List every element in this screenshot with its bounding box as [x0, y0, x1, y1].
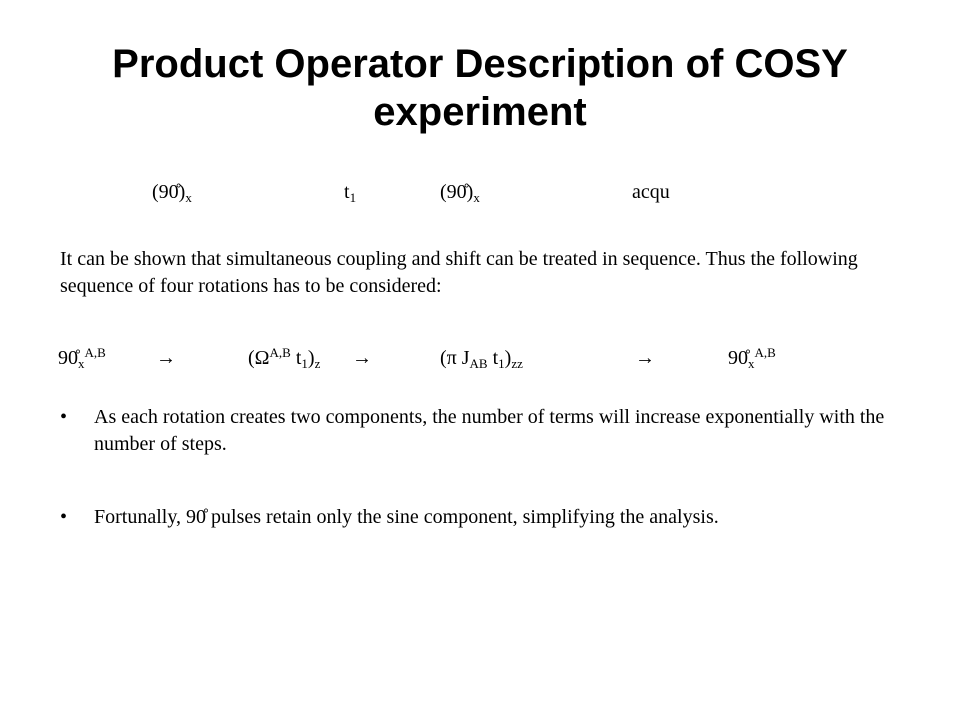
bullet-list [60, 404, 920, 531]
bullet-text: Fortunally, 90̊ pulses retain only the sine component, simplifying the analysis. [94, 506, 719, 528]
rotation-sequence [0, 338, 960, 378]
pulse-sequence [0, 172, 960, 212]
arrow-2: → [352, 347, 372, 369]
bullet-item [60, 504, 920, 531]
bullet-item [60, 404, 920, 458]
rotation-1: $90̊_x^{A,B}$ [58, 345, 106, 371]
bullet-marker: • [60, 506, 68, 528]
rotation-4: $90̊_x^{A,B}$ [728, 345, 776, 371]
acquisition-label: acqu [632, 181, 670, 203]
intro-paragraph: It can be shown that simultaneous coupling and shift can be treated in sequence. Thus the following sequence of four rotations has to be considered: [60, 248, 858, 297]
arrow-3: → [635, 347, 655, 369]
slide-title: Product Operator Description of COSY experiment [112, 42, 848, 134]
second-pulse: $(90̊)_x$ [440, 181, 480, 205]
arrow-1: → [156, 347, 176, 369]
first-pulse: $(90̊)_x$ [152, 181, 192, 205]
bullet-marker: • [60, 406, 68, 428]
evolution-delay: $t_1$ [344, 181, 357, 205]
rotation-3: (π $J_{AB}$ $t_1)_{zz}$ [440, 347, 523, 371]
bullet-text: As each rotation creates two components, the number of terms will increase exponentially with the number of steps. [94, 406, 885, 455]
rotation-2: ($\Omega^{A,B}$ $t_1)_z$ [248, 345, 321, 371]
